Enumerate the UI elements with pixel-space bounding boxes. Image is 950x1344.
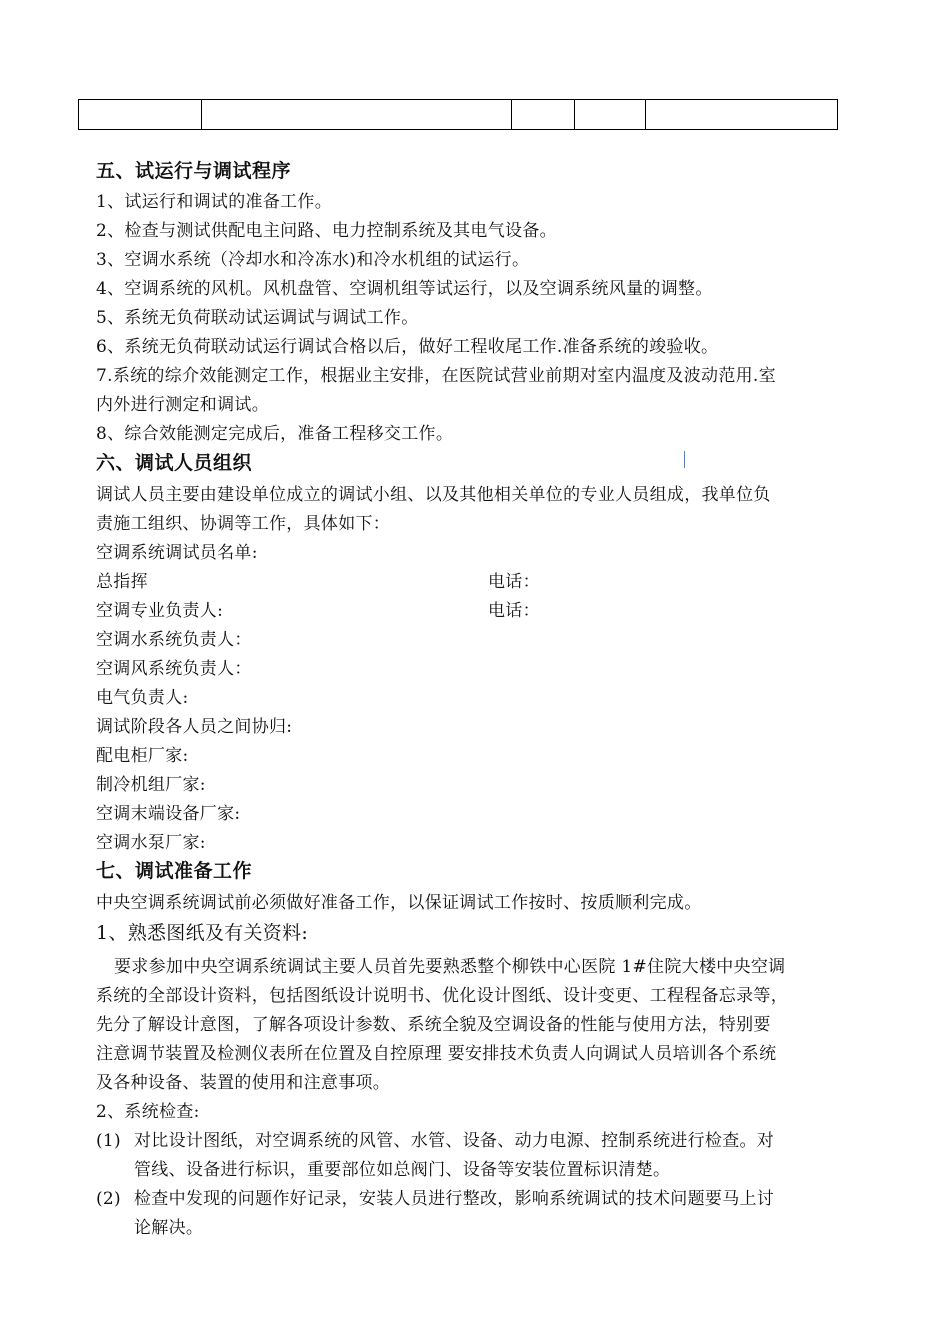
check-number: (2): [96, 1189, 121, 1209]
table-cell: [575, 100, 646, 130]
paragraph-line: 先分了解设计意图，了解各项设计参数、系统全貌及空调设备的性能与使用方法，特别要: [96, 1015, 771, 1035]
list-item: 1、试运行和调试的准备工作。: [96, 192, 333, 212]
paragraph-line: 责施工组织、协调等工作，具体如下：: [96, 514, 391, 534]
section-heading-6: 六、调试人员组织: [96, 452, 253, 474]
table-cell: [79, 100, 202, 130]
paragraph-line: 管线、设备进行标识，重要部位如总阀门、设备等安装位置标识清楚。: [134, 1160, 671, 1180]
paragraph-line: 中央空调系统调试前必须做好准备工作，以保证调试工作按时、按质顺利完成。: [96, 893, 702, 913]
section-heading-7: 七、调试准备工作: [96, 860, 253, 882]
list-item: 8、综合效能测定完成后，准备工程移交工作。: [96, 424, 454, 444]
header-table: [78, 99, 838, 130]
table-cell: [646, 100, 838, 130]
list-title: 空调系统调试员名单:: [96, 543, 258, 563]
role-item: 调试阶段各人员之间协归:: [96, 717, 293, 737]
role-ac-lead: 空调专业负责人:: [96, 601, 224, 621]
role-item: 空调水泵厂家:: [96, 833, 206, 853]
list-item: 7.系统的综介效能测定工作，根据业主安排，在医院试营业前期对室内温度及波动范用.室: [96, 366, 776, 386]
list-item: 6、系统无负荷联动试运行调试合格以后，做好工程收尾工作.准备系统的竣验收。: [96, 337, 719, 357]
role-commander: 总指挥: [96, 572, 148, 592]
role-item: 配电柜厂家:: [96, 746, 189, 766]
table-row: [79, 100, 838, 130]
paragraph-line: 系统的全部设计资料，包括图纸设计说明书、优化设计图纸、设计变更、工程程备忘录等，: [96, 986, 788, 1006]
paragraph-line: 检查中发现的问题作好记录，安装人员进行整改，影响系统调试的技术问题要马上讨: [134, 1189, 775, 1209]
table-cell: [202, 100, 512, 130]
section-heading-5: 五、试运行与调试程序: [96, 160, 292, 182]
paragraph-line: 及各种设备、装置的使用和注意事项。: [96, 1073, 391, 1093]
role-item: 空调末端设备厂家:: [96, 804, 241, 824]
paragraph-line: 调试人员主要由建设单位成立的调试小组、以及其他相关单位的专业人员组成，我单位负: [96, 485, 771, 505]
list-item: 内外进行测定和调试。: [96, 395, 269, 415]
subsection-title: 2、系统检查:: [96, 1102, 200, 1122]
paragraph-line: 对比设计图纸，对空调系统的风管、水管、设备、动力电源、控制系统进行检查。对: [134, 1131, 775, 1151]
table-cell: [512, 100, 575, 130]
list-item: 2、检查与测试供配电主问路、电力控制系统及其电气设备。: [96, 221, 557, 241]
role-item: 空调水系统负责人：: [96, 630, 252, 650]
list-item: 4、空调系统的风机。风机盘管、空调机组等试运行，以及空调系统风量的调整。: [96, 279, 713, 299]
paragraph-line: 论解决。: [134, 1218, 204, 1238]
paragraph-line: 要求参加中央空调系统调试主要人员首先要熟悉整个柳铁中心医院 1#住院大楼中央空调: [114, 957, 786, 977]
list-item: 5、系统无负荷联动试运调试与调试工作。: [96, 308, 419, 328]
subsection-title: 1、熟悉图纸及有关资料:: [96, 922, 309, 944]
list-item: 3、空调水系统（冷却水和冷冻水)和冷水机组的试运行。: [96, 250, 530, 270]
paragraph-line: 注意调节装置及检测仪表所在位置及自控原理 要安排技术负责人向调试人员培训各个系统: [96, 1044, 777, 1064]
phone-label: 电话：: [488, 572, 540, 592]
phone-label: 电话：: [488, 601, 540, 621]
text-cursor: [684, 451, 685, 468]
check-number: (1): [96, 1131, 121, 1151]
role-item: 制冷机组厂家:: [96, 775, 206, 795]
role-item: 电气负责人:: [96, 688, 189, 708]
role-item: 空调风系统负责人：: [96, 659, 252, 679]
